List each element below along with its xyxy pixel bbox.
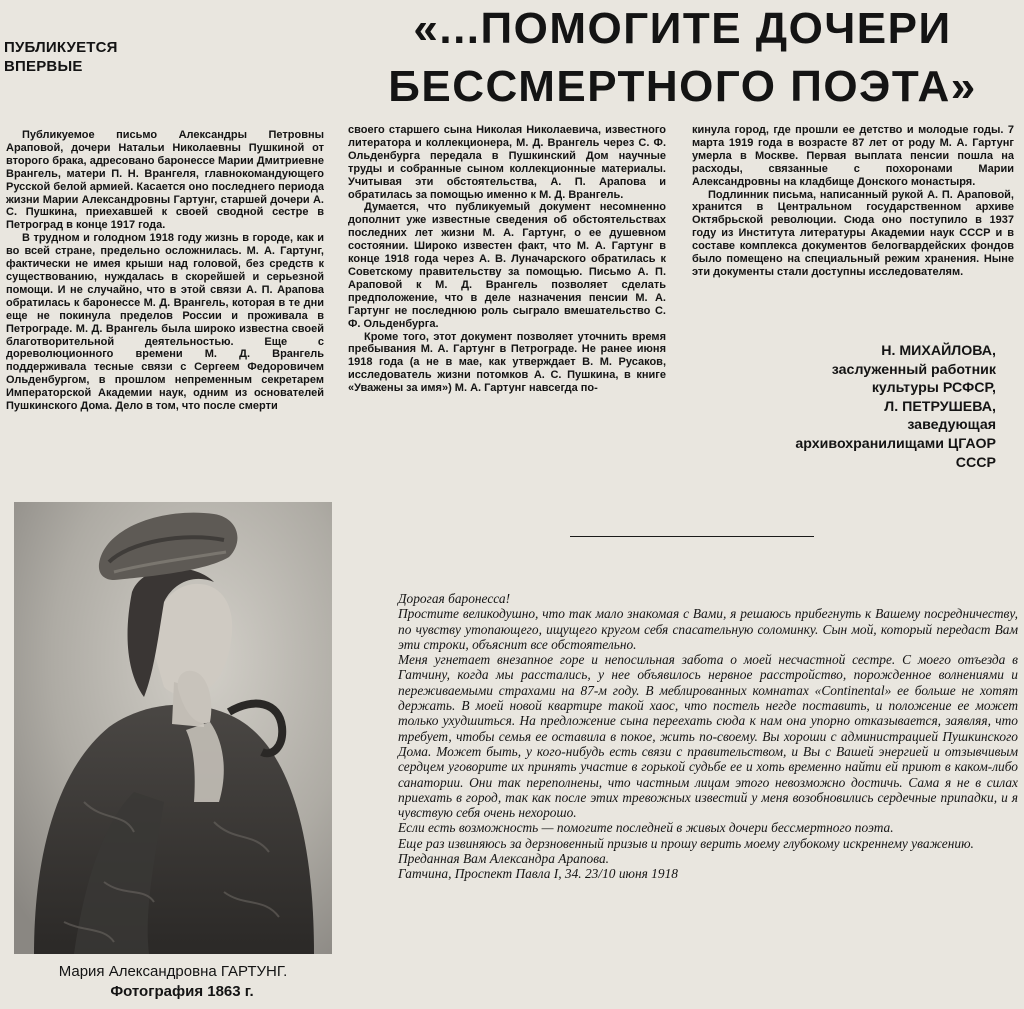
article-column-1 (6, 129, 324, 499)
headline (345, 0, 1020, 116)
paragraph: В трудном и голодном 1918 году жизнь в городе, как и во всей стране, предельно осложнилась. М. А. Гартунг, фактически не имея крыши над головой, без средств к существованию, нуждалась в скорейшей и серьезной помощи. И не случайно, что в этой связи А. П. Арапова обратилась к баронессе М. Д. Врангель, которая в те дни еще не покинула пределов России и проживала в Петрограде. М. Д. Врангель была широко известна своей благотворительной деятельностью. Еще с дореволюционного времени М. Д. Врангель поддерживала тесные связи с Сергеем Федоровичем Ольденбургом, в прошлом непременным секретарем Императорской Академии наук, одним из основателей Пушкинского Дома. Дело в том, что после смерти (6, 232, 324, 413)
paragraph: Кроме того, этот документ позволяет уточнить время пребывания М. А. Гартунг в Петрограде. Не ранее июня 1918 года (а не в мае, как утверждает В. М. Русаков, исследователь жизни потомков А. С. Пушкина, в книге «Уважены за имя») М. А. Гартунг навсегда по- (348, 330, 666, 395)
paragraph: Подлинник письма, написанный рукой А. П. Араповой, хранится в Центральном государственном архиве Октябрьской революции. Сюда оно поступило в 1937 году из Института литературы Академии наук СССР и в составе комплекса документов белогвардейских фондов было помещено на специальный режим хранения. Ныне эти документы стали доступны исследователям. (692, 188, 1014, 278)
portrait-photo (14, 502, 332, 954)
paragraph: своего старшего сына Николая Николаевича, известного литератора и коллекционера, М. Д. Врангель через С. Ф. Ольденбурга передала в Пушкинский Дом научные труды и собранные сыном коллекционные материалы. Учитывая эти обстоятельства, А. П. Арапова и обратилась за помощью именно к М. Д. Врангель. (348, 124, 666, 201)
rubric-line: ВПЕРВЫЕ (4, 58, 83, 75)
letter-place-date: Гатчина, Проспект Павла I, 34. 23/10 июня 1918 (398, 866, 678, 882)
signature-line: культуры РСФСР, (871, 380, 996, 397)
photo-caption (14, 962, 332, 1002)
letter-text (398, 591, 1018, 882)
letter-closing: Преданная Вам Александра Арапова. (398, 851, 609, 867)
letter-paragraph: Еще раз извиняюсь за дерзновенный призыв и прошу верить моему глубокому искреннему уважению. (398, 835, 974, 851)
signature-line: заслуженный работник (831, 361, 996, 378)
paragraph: кинула город, где прошли ее детство и молодые годы. 7 марта 1919 года в возрасте 87 лет от роду М. А. Гартунг умерла в Москве. Первая выплата пенсии пошла на расходы, связанные с похоронами Марии Александровны на кладбище Донского монастыря. (692, 124, 1014, 188)
article-column-3 (692, 124, 1014, 334)
section-divider (570, 536, 814, 537)
signature-line: СССР (955, 454, 996, 471)
caption-photo-date: Фотография 1863 г. (110, 983, 254, 1000)
article-column-2 (348, 124, 666, 486)
signature-line: Л. ПЕТРУШЕВА, (884, 398, 996, 415)
paragraph: Публикуемое письмо Александры Петровны Араповой, дочери Натальи Николаевны Пушкиной от второго брака, адресовано баронессе Марии Дмитриевне Врангель, матери П. Н. Врангеля, главнокомандующего Русской белой армией. Касается оно последнего периода жизни Марии Александровны Гартунг, старшей дочери А. С. Пушкина, приехавшей к своей сводной сестре в Петроград в конце 1917 года. (6, 129, 324, 232)
headline-line: БЕССМЕРТНОГО ПОЭТА» (388, 62, 977, 111)
paragraph: Думается, что публикуемый документ несомненно дополнит уже известные сведения об обстоятельствах последних лет жизни М. А. Гартунг, о ее душевном состоянии. Широко известен факт, что М. А. Гартунг в конце 1918 года через А. В. Луначарского обратилась к Советскому правительству за помощью. Письмо А. П. Араповой к М. Д. Врангель позволяет сделать предположение, что в деле назначения пенсии М. А. Гартунг не последнюю роль сыграло вмешательство С. Ф. Ольденбурга. (348, 201, 666, 330)
letter-paragraph: Простите великодушно, что так мало знакомая с Вами, я решаюсь прибегнуть к Вашему посредничеству, по чувству утопающего, ищущего кругом себя спасательную соломинку. Сын мой, который передаст Вам эти строки, объяснит все обстоятельно. (398, 606, 1018, 652)
signature-line: архивохранилищами ЦГАОР (795, 435, 996, 452)
caption-name: Мария Александровна ГАРТУНГ. (58, 963, 288, 980)
headline-line: «...ПОМОГИТЕ ДОЧЕРИ (413, 4, 952, 53)
signature-line: Н. МИХАЙЛОВА, (881, 343, 996, 359)
letter-salutation: Дорогая баронесса! (398, 591, 511, 606)
signature-line: заведующая (907, 417, 996, 434)
letter-paragraph: Если есть возможность — помогите последней в живых дочери бессмертного поэта. (398, 820, 894, 836)
author-signature (700, 342, 996, 472)
rubric (4, 38, 164, 76)
rubric-line: ПУБЛИКУЕТСЯ (4, 39, 118, 56)
portrait-illustration (14, 502, 332, 954)
letter-paragraph: Меня угнетает внезапное горе и непосильная забота о моей несчастной сестре. С моего отъезда в Гатчину, когда мы расстались, у нее объявилось нервное расстройство, порожденное волнениями и переживаемыми страхами на 87-м году. В меблированных комнатах «Continental» ее больше не хотят держать. В моей новой квартире такой хаос, что постель негде поставить, и положение ее может только ухудшиться. На предложение сына переехать сюда к нам она упорно отказывается, заявляя, что требует, чтобы семья ее оставила в покое, жить по-своему. Вы хороши с администрацией Пушкинского Дома. Может быть, у кого-нибудь есть связи с правительством, и Вы с Вашей энергией и отзывчивым сердцем уговорите их принять участие в горькой судьбе ее и хоть временно найти ей приют в каком-либо санатории. Они так переполнены, что частным лицам этого невозможно достичь. Сама я не в силах приехать в город, так как после этих тревожных известий у меня возобновились сердечные припадки, и я чувствую себя очень нехорошо. (398, 652, 1018, 821)
